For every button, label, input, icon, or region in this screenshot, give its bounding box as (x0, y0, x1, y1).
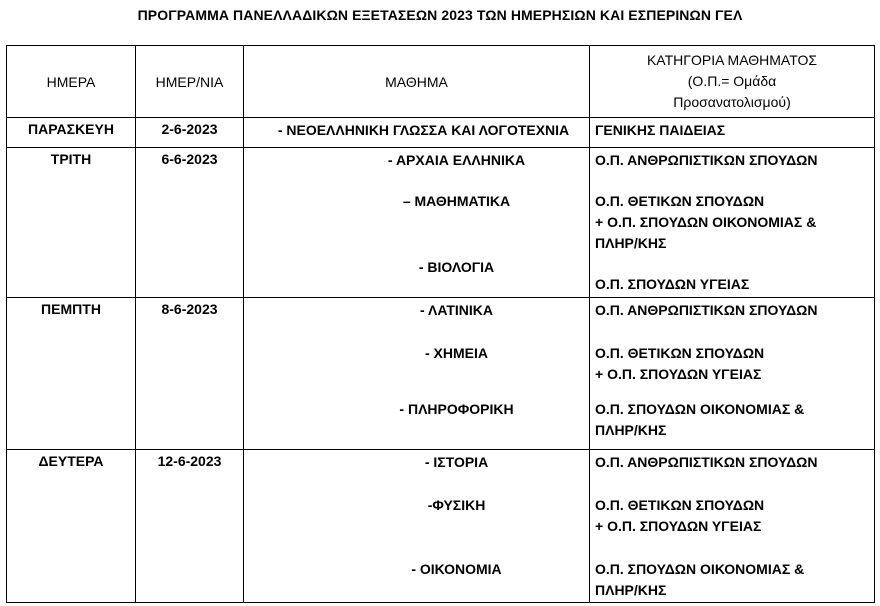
subject-cell (244, 298, 590, 450)
category-line: Ο.Π. ΘΕΤΙΚΩΝ ΣΠΟΥΔΩΝ (595, 345, 765, 361)
subject-item: - ΠΛΗΡΟΦΟΡΙΚΗ (399, 401, 514, 417)
table-row (7, 298, 875, 450)
subject-cell (244, 148, 590, 298)
category-line: ΠΛΗΡ/ΚΗΣ (595, 235, 667, 251)
day-cell: ΤΡΙΤΗ (7, 148, 136, 298)
category-line: ΓΕΝΙΚΗΣ ΠΑΙΔΕΙΑΣ (595, 122, 726, 138)
subject-cell (244, 450, 590, 603)
subject-item: -ΦΥΣΙΚΗ (427, 497, 486, 513)
category-cell (590, 118, 875, 148)
category-line: Ο.Π. ΑΝΘΡΩΠΙΣΤΙΚΩΝ ΣΠΟΥΔΩΝ (595, 454, 818, 470)
subject-item: – ΜΑΘΗΜΑΤΙΚΑ (402, 193, 511, 209)
subject-item: - ΑΡΧΑΙΑ ΕΛΛΗΝΙΚΑ (387, 152, 526, 168)
subject-item: - ΙΣΤΟΡΙΑ (424, 454, 489, 470)
day-cell: ΔΕΥΤΕΡΑ (7, 450, 136, 603)
table-row (7, 118, 875, 148)
subject-cell (244, 118, 590, 148)
category-cell (590, 148, 875, 298)
subject-item: - ΛΑΤΙΝΙΚΑ (420, 302, 493, 318)
category-line: Ο.Π. ΣΠΟΥΔΩΝ ΟΙΚΟΝΟΜΙΑΣ & (595, 561, 805, 577)
header-category (590, 46, 875, 118)
date-cell: 6-6-2023 (136, 148, 244, 298)
header-category-line: Προσανατολισμού) (673, 94, 791, 110)
header-subject: ΜΑΘΗΜΑ (244, 46, 590, 118)
header-row (7, 46, 875, 118)
subject-item: - ΝΕΟΕΛΛΗΝΙΚΗ ΓΛΩΣΣΑ ΚΑΙ ΛΟΓΟΤΕΧΝΙΑ (277, 122, 570, 138)
category-line: Ο.Π. ΑΝΘΡΩΠΙΣΤΙΚΩΝ ΣΠΟΥΔΩΝ (595, 152, 818, 168)
table-row (7, 148, 875, 298)
category-line: ΠΛΗΡ/ΚΗΣ (595, 582, 667, 598)
category-line: Ο.Π. ΑΝΘΡΩΠΙΣΤΙΚΩΝ ΣΠΟΥΔΩΝ (595, 302, 818, 318)
header-date: ΗΜΕΡ/ΝΙΑ (136, 46, 244, 118)
subject-item: - ΧΗΜΕΙΑ (425, 345, 488, 361)
header-category-line: ΚΑΤΗΓΟΡΙΑ ΜΑΘΗΜΑΤΟΣ (646, 52, 818, 68)
category-line: Ο.Π. ΣΠΟΥΔΩΝ ΥΓΕΙΑΣ (595, 276, 750, 292)
category-cell (590, 298, 875, 450)
category-line: Ο.Π. ΣΠΟΥΔΩΝ ΟΙΚΟΝΟΜΙΑΣ & (595, 401, 805, 417)
category-cell (590, 450, 875, 603)
subject-item: - ΒΙΟΛΟΓΙΑ (418, 259, 495, 275)
category-line: Ο.Π. ΘΕΤΙΚΩΝ ΣΠΟΥΔΩΝ (595, 497, 765, 513)
header-category-line: (Ο.Π.= Ομάδα (687, 73, 777, 89)
category-line: + Ο.Π. ΣΠΟΥΔΩΝ ΥΓΕΙΑΣ (595, 518, 762, 534)
date-cell: 8-6-2023 (136, 298, 244, 450)
table-row (7, 450, 875, 603)
header-day: ΗΜΕΡΑ (7, 46, 136, 118)
day-cell: ΠΕΜΠΤΗ (7, 298, 136, 450)
date-cell: 12-6-2023 (136, 450, 244, 603)
category-line: + Ο.Π. ΣΠΟΥΔΩΝ ΥΓΕΙΑΣ (595, 366, 762, 382)
exam-schedule-table (6, 45, 875, 603)
category-line: ΠΛΗΡ/ΚΗΣ (595, 422, 667, 438)
date-cell: 2-6-2023 (136, 118, 244, 148)
subject-item: - ΟΙΚΟΝΟΜΙΑ (411, 561, 502, 577)
day-cell: ΠΑΡΑΣΚΕΥΗ (7, 118, 136, 148)
page-title: ΠΡΟΓΡΑΜΜΑ ΠΑΝΕΛΛΑΔΙΚΩΝ ΕΞΕΤΑΣΕΩΝ 2023 ΤΩΝ ΗΜΕΡΗΣΙΩΝ ΚΑΙ ΕΣΠΕΡΙΝΩΝ ΓΕΛ (137, 7, 743, 23)
category-line: + Ο.Π. ΣΠΟΥΔΩΝ ΟΙΚΟΝΟΜΙΑΣ & (595, 214, 817, 230)
category-line: Ο.Π. ΘΕΤΙΚΩΝ ΣΠΟΥΔΩΝ (595, 193, 765, 209)
